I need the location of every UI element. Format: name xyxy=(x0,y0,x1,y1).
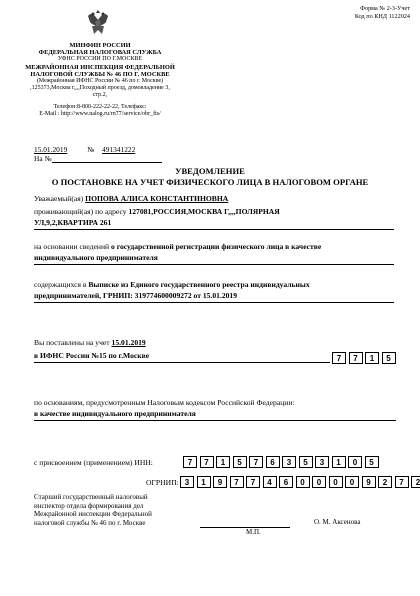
authority-code-cell-0: 7 xyxy=(332,352,346,364)
authority-phone: Телефон:8-800-222-22-22, Телефакс: xyxy=(53,103,147,110)
document-date-number xyxy=(34,145,135,154)
title-line-1: УВЕДОМЛЕНИЕ xyxy=(175,166,245,176)
authority-inspection-1: МЕЖРАЙОННАЯ ИНСПЕКЦИЯ ФЕДЕРАЛЬНОЙ xyxy=(25,63,175,71)
register-text-1: Выписке из Единого государственного реестра индивидуальных xyxy=(88,280,310,289)
authority-service: ФЕДЕРАЛЬНАЯ НАЛОГОВАЯ СЛУЖБА xyxy=(38,49,162,57)
authority-code-cell-1: 7 xyxy=(349,352,363,364)
basis-text-2: индивидуального предпринимателя xyxy=(34,253,158,262)
authority-code-cell-2: 1 xyxy=(365,352,379,364)
ogrnip-digit-cell-5: 4 xyxy=(263,476,277,488)
authority-code-cell-3: 5 xyxy=(382,352,396,364)
signatory-line-3: Межрайонной инспекции Федеральной xyxy=(34,510,152,519)
inn-digit-cell-5: 6 xyxy=(266,456,280,468)
signer-name: О. М. Аксенова xyxy=(314,518,361,526)
authority-ministry: МИНФИН РОССИИ xyxy=(69,42,131,49)
authority-inspection-2: НАЛОГОВОЙ СЛУЖБЫ № 46 ПО Г. МОСКВЕ xyxy=(30,70,170,78)
inn-digit-cell-8: 3 xyxy=(315,456,329,468)
address-line-1: 127081,РОССИЯ,МОСКВА Г,,,,ПОЛЯРНАЯ xyxy=(128,207,280,216)
address-line-2: УЛ,9,2,КВАРТИРА 261 xyxy=(34,218,112,227)
basis-row xyxy=(34,242,394,252)
register-row xyxy=(34,280,394,290)
registration-label: Вы поставлены на учет xyxy=(34,338,110,347)
knd-code: Код по КНД 1122024 xyxy=(354,13,410,20)
inn-digit-cell-0: 7 xyxy=(183,456,197,468)
ogrnip-digit-cell-7: 0 xyxy=(296,476,310,488)
reference-number: На № xyxy=(34,154,52,163)
taxpayer-name: ПОПОВА АЛИСА КОНСТАНТИНОВНА xyxy=(85,194,229,203)
authority-address: ,125373,Москва г,,,,Походный проезд, домовладение 3, xyxy=(30,85,170,92)
ogrnip-label: ОГРНИП: xyxy=(146,478,179,487)
tax-authority-block xyxy=(20,42,180,118)
greeting-row xyxy=(34,194,228,204)
document-title xyxy=(20,166,400,188)
address-label: проживающий(ая) по адресу xyxy=(34,207,127,216)
ogrnip-digit-cell-11: 9 xyxy=(362,476,376,488)
ogrnip-digit-cell-8: 0 xyxy=(312,476,326,488)
inn-digit-cell-10: 0 xyxy=(348,456,362,468)
authority-address-2: стр.2, xyxy=(92,92,108,99)
authority-code-cells xyxy=(332,352,396,364)
registration-date: 15.01.2019 xyxy=(111,338,146,347)
inn-digit-cell-4: 7 xyxy=(249,456,263,468)
ogrnip-digit-cell-13: 7 xyxy=(395,476,409,488)
inn-label: с присвоением (применением) ИНН: xyxy=(34,458,153,467)
inn-cells xyxy=(183,456,379,468)
inn-digit-cell-6: 3 xyxy=(282,456,296,468)
authority-ufns: УФНС РОССИИ ПО Г.МОСКВЕ xyxy=(57,56,143,63)
grounds-text: в качестве индивидуального предпринимателя xyxy=(34,409,196,418)
greeting-label: Уважаемый(ая) xyxy=(34,194,84,203)
registration-row xyxy=(34,338,146,348)
number-sign: № xyxy=(87,145,95,154)
inn-digit-cell-7: 5 xyxy=(299,456,313,468)
address-row xyxy=(34,207,280,217)
inn-digit-cell-9: 1 xyxy=(332,456,346,468)
ogrnip-digit-cell-4: 7 xyxy=(246,476,260,488)
basis-prefix: на основании сведений xyxy=(34,242,110,251)
signatory-title xyxy=(34,493,152,527)
register-text-2: предпринимателей, ГРНИП: 319774600009272 от 15.01.2019 xyxy=(34,291,238,300)
basis-text-1: о государственной регистрации физического лица в качестве xyxy=(111,242,322,251)
document-date: 15.01.2019 xyxy=(34,145,68,154)
form-reference xyxy=(355,5,410,21)
register-prefix: содержащихся в xyxy=(34,280,87,289)
signatory-line-2: инспектор отдела формирования дел xyxy=(34,501,144,510)
signatory-line-4: налоговой службы № 46 по г. Москве xyxy=(34,518,146,527)
authority-short-name: (Межрайонная ИФНС России № 46 по г. Москве) xyxy=(36,78,164,85)
form-number: Форма № 2-3-Учет xyxy=(360,5,410,12)
title-line-2: О ПОСТАНОВКЕ НА УЧЕТ ФИЗИЧЕСКОГО ЛИЦА В НАЛОГОВОМ ОРГАНЕ xyxy=(51,177,369,187)
ogrnip-cells xyxy=(180,476,420,488)
ogrnip-digit-cell-0: 3 xyxy=(180,476,194,488)
document-number: 491341222 xyxy=(102,145,136,154)
ogrnip-digit-cell-12: 2 xyxy=(378,476,392,488)
ogrnip-digit-cell-6: 6 xyxy=(279,476,293,488)
inn-digit-cell-11: 5 xyxy=(365,456,379,468)
ogrnip-digit-cell-2: 9 xyxy=(213,476,227,488)
inn-digit-cell-1: 7 xyxy=(200,456,214,468)
grounds-label: по основаниям, предусмотренным Налоговым кодексом Российской Федерации: xyxy=(34,398,295,407)
ogrnip-digit-cell-10: 0 xyxy=(345,476,359,488)
signatory-line-1: Старший государственный налоговый xyxy=(34,493,148,501)
inn-digit-cell-2: 1 xyxy=(216,456,230,468)
russian-coat-of-arms-icon xyxy=(85,8,111,38)
ogrnip-digit-cell-1: 1 xyxy=(197,476,211,488)
inn-digit-cell-3: 5 xyxy=(233,456,247,468)
ogrnip-digit-cell-9: 0 xyxy=(329,476,343,488)
seal-mark: М.П. xyxy=(246,528,261,536)
authority-email: E-Mail : http://www.nalog.ru/rn77/service/obr_fts/ xyxy=(39,110,161,117)
ogrnip-digit-cell-3: 7 xyxy=(230,476,244,488)
registration-authority: в ИФНС России №15 по г.Москве xyxy=(34,351,150,360)
ogrnip-digit-cell-14: 2 xyxy=(411,476,420,488)
